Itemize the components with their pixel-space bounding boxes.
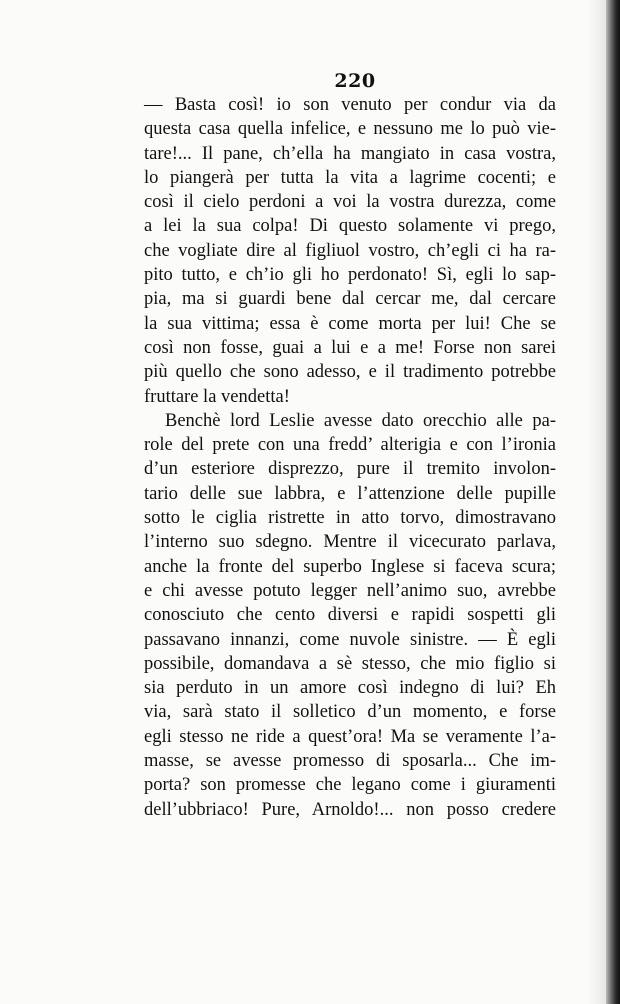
text-line: Benchè lord Leslie avesse dato orecchio alle pa- xyxy=(165,410,556,431)
text-line: anche la fronte del superbo Inglese si faceva scura; xyxy=(144,556,556,577)
text-line: lo piangerà per tutta la vita a lagrime cocenti; e xyxy=(144,167,556,188)
text-line: l’interno suo sdegno. Mentre il vicecurato parlava, xyxy=(144,532,556,553)
text-line: pito tutto, e ch’io gli ho perdonato! Sì, egli lo sap- xyxy=(144,265,556,286)
text-line: più quello che sono adesso, e il tradimento potrebbe xyxy=(144,362,556,383)
text-line: passavano innanzi, come nuvole sinistre. — È egli xyxy=(144,629,556,650)
text-line: a lei la sua colpa! Di questo solamente vi prego, xyxy=(144,216,556,237)
text-line: tare!... Il pane, ch’ella ha mangiato in casa vostra, xyxy=(144,143,556,164)
paragraph-1 xyxy=(144,93,556,409)
text-line: — Basta così! io son venuto per condur via da xyxy=(144,95,556,115)
text-line: role del prete con una fredd’ alterigia e con l’ironia xyxy=(144,435,556,456)
text-line: tario delle sue labbra, e l’attenzione delle pupille xyxy=(144,483,556,504)
text-line: via, sarà stato il solletico d’un momento, e forse xyxy=(144,702,556,723)
text-line: questa casa quella infelice, e nessuno me lo può vie- xyxy=(144,119,556,140)
body-text xyxy=(144,93,556,822)
text-line: pia, ma si guardi bene dal cercar me, dal cercare xyxy=(144,289,556,310)
text-line: conosciuto che cento diversi e rapidi sospetti gli xyxy=(144,605,556,626)
text-line: sia perduto in un amore così indegno di lui? Eh xyxy=(144,678,556,699)
text-line: dell’ubbriaco! Pure, Arnoldo!... non posso credere xyxy=(144,799,556,820)
text-line: possibile, domandava a sè stesso, che mio figlio si xyxy=(144,653,556,674)
text-line: masse, se avesse promesso di sposarla... Che im- xyxy=(144,751,556,772)
text-line: egli stesso ne ride a quest’ora! Ma se veramente l’a- xyxy=(144,726,556,747)
text-line: d’un esteriore disprezzo, pure il tremito involon- xyxy=(144,459,556,480)
text-line: la sua vittima; essa è come morta per lui! Che se xyxy=(144,313,556,334)
text-line: che vogliate dire al figliuol vostro, ch’egli ci ha ra- xyxy=(144,240,556,261)
page-number: 220 xyxy=(334,70,376,92)
text-line: così il cielo perdoni a voi la vostra durezza, come xyxy=(144,192,556,213)
text-line: fruttare la vendetta! xyxy=(144,386,290,407)
text-line: porta? son promesse che legano come i giuramenti xyxy=(144,775,556,796)
binding-edge xyxy=(606,0,620,1004)
paragraph-2 xyxy=(144,409,556,822)
text-line: e chi avesse potuto legger nell’animo suo, avrebbe xyxy=(144,580,556,601)
text-line: sotto le ciglia ristrette in atto torvo, dimostravano xyxy=(144,508,556,529)
page-edge-shadow xyxy=(588,0,606,1004)
text-line: così non fosse, guai a lui e a me! Forse non sarei xyxy=(144,337,556,358)
